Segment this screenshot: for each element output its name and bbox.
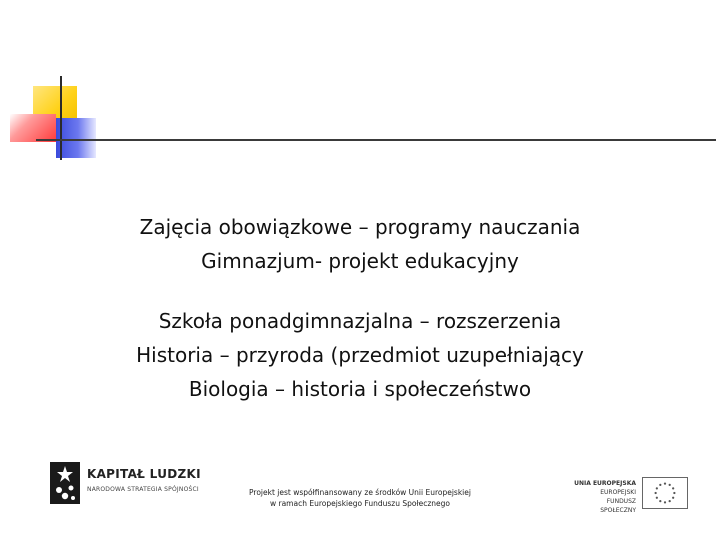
eu-logo [570, 477, 690, 514]
text-line: Historia – przyroda (przedmiot uzupełniający [136, 343, 584, 367]
title-ornament [0, 0, 720, 170]
ornament-blue-square [56, 118, 96, 158]
text-line: Biologia – historia i społeczeństwo [188, 377, 532, 401]
cofinancing-line: w ramach Europejskiego Funduszu Społecznego [269, 499, 451, 508]
kapital-ludzki-title: KAPITAŁ LUDZKI [87, 467, 201, 481]
ornament-red-square [10, 114, 56, 142]
text-block-compulsory [0, 210, 720, 278]
eu-fund-label: FUNDUSZ SPOŁECZNY [600, 498, 636, 514]
text-line: Szkoła ponadgimnazjalna – rozszerzenia [158, 309, 562, 333]
eu-fund-label: EUROPEJSKI [600, 489, 636, 496]
eu-flag-icon [642, 477, 688, 509]
text-line: Gimnazjum- projekt edukacyjny [201, 249, 519, 273]
cofinancing-line: Projekt jest współfinansowany ze środków Unii Europejskiej [249, 488, 471, 497]
eu-logo-text [570, 479, 636, 515]
kapital-ludzki-logo [50, 462, 205, 504]
eu-union-label: UNIA EUROPEJSKA [574, 480, 636, 487]
title-rule [36, 139, 716, 141]
cofinancing-note [240, 487, 480, 509]
text-line: Zajęcia obowiązkowe – programy nauczania [139, 215, 581, 239]
slide-body [0, 210, 720, 432]
text-block-extensions [0, 304, 720, 406]
kapital-ludzki-subtitle: NARODOWA STRATEGIA SPÓJNOŚCI [87, 486, 199, 493]
kapital-ludzki-emblem-icon [50, 462, 80, 504]
ornament-vertical-rule [60, 76, 62, 160]
